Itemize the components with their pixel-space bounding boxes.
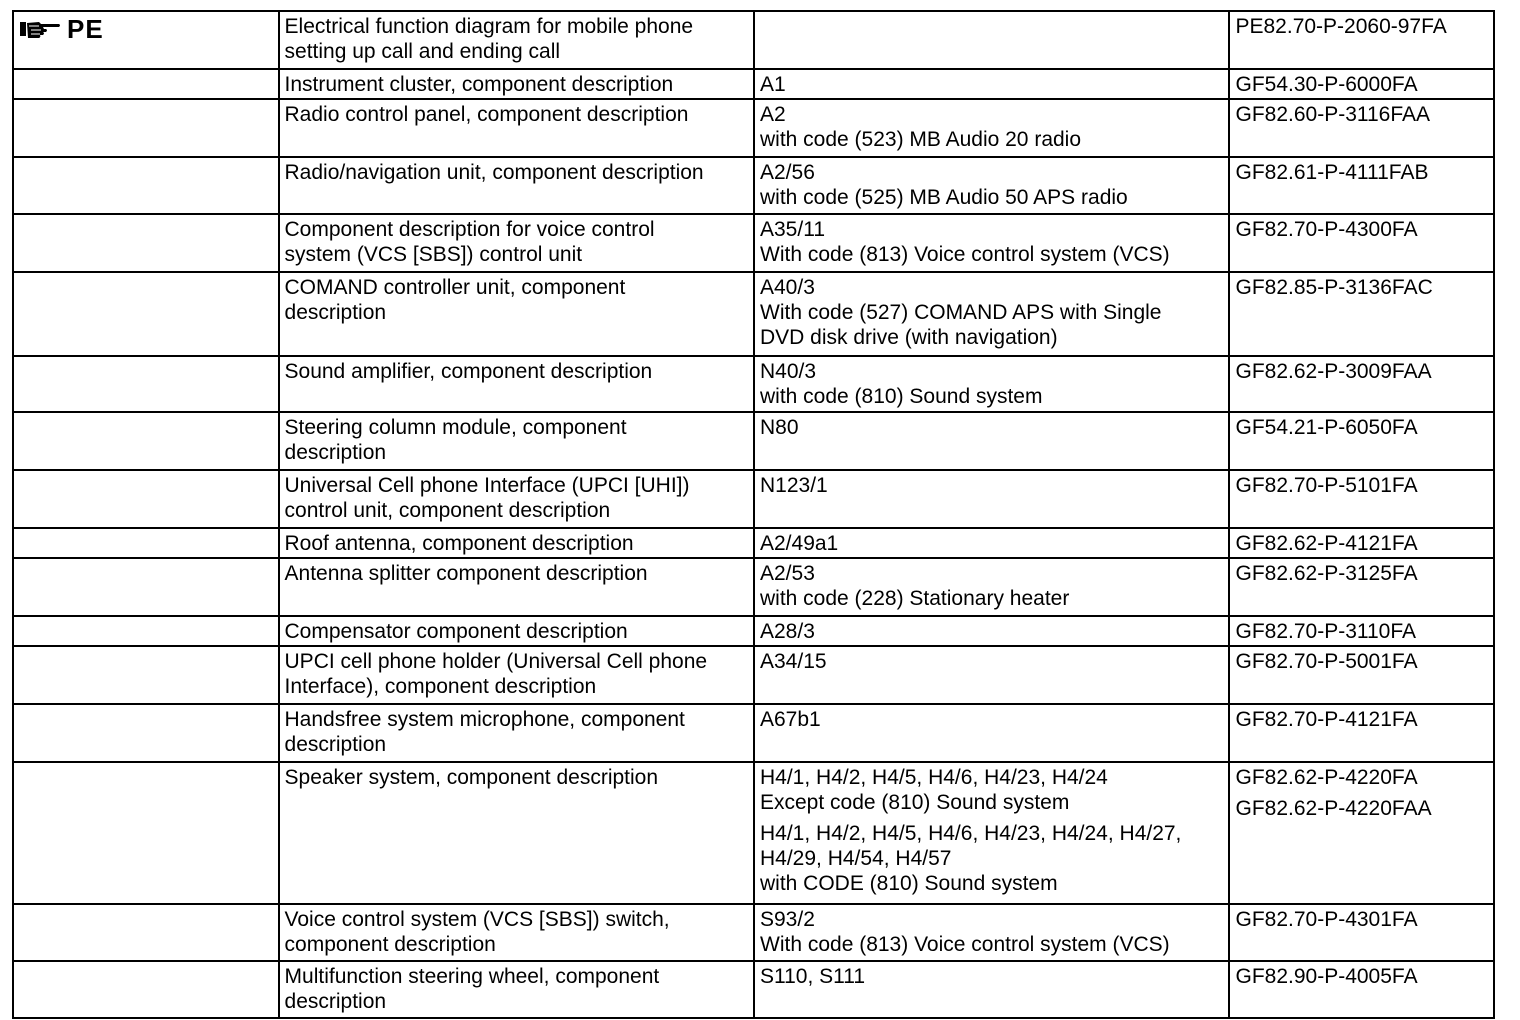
component-cell bbox=[754, 961, 1229, 1018]
table-row bbox=[13, 528, 1494, 558]
description-cell bbox=[279, 558, 754, 616]
component-cell bbox=[754, 616, 1229, 646]
description-line: Compensator component description bbox=[284, 620, 628, 643]
component-line: A67b1 bbox=[760, 708, 821, 731]
description-cell bbox=[279, 69, 754, 99]
table-row bbox=[13, 558, 1494, 616]
component-cell bbox=[754, 11, 1229, 69]
component-line: S110, S111 bbox=[760, 965, 866, 988]
document-link[interactable]: GF82.90-P-4005FA bbox=[1235, 965, 1418, 988]
document-link[interactable]: GF82.70-P-4300FA bbox=[1235, 218, 1418, 241]
description-line: Roof antenna, component description bbox=[284, 532, 634, 555]
document-link[interactable]: GF82.62-P-3125FA bbox=[1235, 562, 1418, 585]
description-cell bbox=[279, 762, 754, 904]
document-cell[interactable] bbox=[1229, 528, 1494, 558]
component-cell-secondary bbox=[760, 821, 1223, 896]
component-line: A2/49a1 bbox=[760, 532, 839, 555]
table-row bbox=[13, 762, 1494, 904]
component-line: with code (523) MB Audio 20 radio bbox=[760, 128, 1082, 151]
document-link[interactable]: GF82.62-P-4121FA bbox=[1235, 532, 1418, 555]
document-cell[interactable] bbox=[1229, 762, 1494, 904]
document-link[interactable]: GF82.60-P-3116FAA bbox=[1235, 103, 1431, 126]
document-link[interactable]: PE82.70-P-2060-97FA bbox=[1235, 15, 1447, 38]
table-row bbox=[13, 272, 1494, 356]
table-row bbox=[13, 99, 1494, 157]
component-cell bbox=[754, 214, 1229, 272]
component-line: N80 bbox=[760, 416, 799, 439]
blank-cell bbox=[13, 356, 279, 412]
description-line: system (VCS [SBS]) control unit bbox=[284, 243, 583, 266]
description-cell bbox=[279, 11, 754, 69]
document-cell-secondary bbox=[1235, 796, 1488, 821]
description-line: Interface), component description bbox=[284, 675, 597, 698]
blank-cell bbox=[13, 272, 279, 356]
description-cell bbox=[279, 616, 754, 646]
component-line: With code (813) Voice control system (VCS) bbox=[760, 933, 1170, 956]
component-cell bbox=[754, 904, 1229, 961]
document-cell[interactable] bbox=[1229, 272, 1494, 356]
document-link[interactable]: GF82.62-P-4220FA bbox=[1235, 766, 1418, 789]
component-cell bbox=[754, 412, 1229, 470]
table-row bbox=[13, 470, 1494, 528]
component-line: with CODE (810) Sound system bbox=[760, 872, 1058, 895]
description-line: Radio control panel, component description bbox=[284, 103, 689, 126]
table-row bbox=[13, 214, 1494, 272]
component-line: DVD disk drive (with navigation) bbox=[760, 326, 1058, 349]
document-link[interactable]: GF82.85-P-3136FAC bbox=[1235, 276, 1433, 299]
document-cell[interactable] bbox=[1229, 69, 1494, 99]
description-line: Handsfree system microphone, component bbox=[284, 708, 685, 731]
description-line: Antenna splitter component description bbox=[284, 562, 648, 585]
component-cell bbox=[754, 762, 1229, 904]
description-cell bbox=[279, 157, 754, 214]
table-row bbox=[13, 904, 1494, 961]
description-line: Electrical function diagram for mobile phone bbox=[284, 15, 694, 38]
table-row bbox=[13, 69, 1494, 99]
description-line: Universal Cell phone Interface (UPCI [UHI]) bbox=[284, 474, 690, 497]
document-link[interactable]: GF82.62-P-3009FAA bbox=[1235, 360, 1432, 383]
document-link[interactable]: GF82.70-P-4121FA bbox=[1235, 708, 1418, 731]
blank-cell bbox=[13, 214, 279, 272]
component-line: A40/3 bbox=[760, 276, 815, 299]
blank-cell bbox=[13, 762, 279, 904]
table-body bbox=[13, 11, 1494, 1018]
description-line: setting up call and ending call bbox=[284, 40, 561, 63]
table-row bbox=[13, 616, 1494, 646]
document-link[interactable]: GF54.21-P-6050FA bbox=[1235, 416, 1418, 439]
component-line: With code (527) COMAND APS with Single bbox=[760, 301, 1162, 324]
blank-cell bbox=[13, 558, 279, 616]
component-line: A34/15 bbox=[760, 650, 827, 673]
blank-cell bbox=[13, 528, 279, 558]
description-cell bbox=[279, 272, 754, 356]
document-cell[interactable] bbox=[1229, 646, 1494, 704]
description-cell bbox=[279, 961, 754, 1018]
description-cell bbox=[279, 704, 754, 762]
document-cell[interactable] bbox=[1229, 616, 1494, 646]
document-link[interactable]: GF82.70-P-5001FA bbox=[1235, 650, 1418, 673]
description-cell bbox=[279, 904, 754, 961]
component-cell bbox=[754, 157, 1229, 214]
marker-label: PE bbox=[67, 14, 104, 44]
document-cell[interactable] bbox=[1229, 356, 1494, 412]
document-cell[interactable] bbox=[1229, 11, 1494, 69]
table-row bbox=[13, 356, 1494, 412]
blank-cell bbox=[13, 704, 279, 762]
component-line: H4/1, H4/2, H4/5, H4/6, H4/23, H4/24 bbox=[760, 766, 1108, 789]
blank-cell bbox=[13, 616, 279, 646]
document-link[interactable]: GF82.61-P-4111FAB bbox=[1235, 161, 1429, 184]
component-line: with code (228) Stationary heater bbox=[760, 587, 1070, 610]
blank-cell bbox=[13, 961, 279, 1018]
document-link[interactable]: GF82.70-P-4301FA bbox=[1235, 908, 1418, 931]
document-table bbox=[12, 10, 1495, 1019]
description-cell bbox=[279, 99, 754, 157]
pe-marker bbox=[19, 14, 273, 42]
document-link[interactable]: GF82.62-P-4220FAA bbox=[1235, 797, 1432, 820]
description-line: Radio/navigation unit, component description bbox=[284, 161, 704, 184]
description-line: Instrument cluster, component description bbox=[284, 73, 674, 96]
component-line: A2 bbox=[760, 103, 786, 126]
component-line: N40/3 bbox=[760, 360, 817, 383]
document-link[interactable]: GF54.30-P-6000FA bbox=[1235, 73, 1418, 96]
document-link[interactable]: GF82.70-P-3110FA bbox=[1235, 620, 1417, 643]
component-line: Except code (810) Sound system bbox=[760, 791, 1070, 814]
component-line: N123/1 bbox=[760, 474, 828, 497]
description-line: COMAND controller unit, component bbox=[284, 276, 626, 299]
description-line: Multifunction steering wheel, component bbox=[284, 965, 660, 988]
blank-cell bbox=[13, 69, 279, 99]
description-cell bbox=[279, 356, 754, 412]
description-line: Component description for voice control bbox=[284, 218, 655, 241]
component-line: with code (525) MB Audio 50 APS radio bbox=[760, 186, 1128, 209]
description-cell bbox=[279, 646, 754, 704]
document-cell[interactable] bbox=[1229, 704, 1494, 762]
description-line: description bbox=[284, 441, 387, 464]
description-line: component description bbox=[284, 933, 496, 956]
description-line: control unit, component description bbox=[284, 499, 611, 522]
component-cell bbox=[754, 69, 1229, 99]
component-line: A35/11 bbox=[760, 218, 825, 241]
description-line: Voice control system (VCS [SBS]) switch, bbox=[284, 908, 670, 931]
component-line: A1 bbox=[760, 73, 786, 96]
description-line: Speaker system, component description bbox=[284, 766, 659, 789]
blank-cell bbox=[13, 904, 279, 961]
pointing-hand-icon bbox=[19, 18, 61, 40]
document-cell[interactable] bbox=[1229, 558, 1494, 616]
blank-cell bbox=[13, 412, 279, 470]
description-line: description bbox=[284, 301, 387, 324]
table-row bbox=[13, 157, 1494, 214]
component-line: A2/56 bbox=[760, 161, 815, 184]
component-cell bbox=[754, 646, 1229, 704]
component-line: H4/1, H4/2, H4/5, H4/6, H4/23, H4/24, H4/27, bbox=[760, 822, 1182, 845]
description-cell bbox=[279, 412, 754, 470]
blank-cell bbox=[13, 646, 279, 704]
document-link[interactable]: GF82.70-P-5101FA bbox=[1235, 474, 1418, 497]
document-cell[interactable] bbox=[1229, 961, 1494, 1018]
description-cell bbox=[279, 528, 754, 558]
document-cell[interactable] bbox=[1229, 470, 1494, 528]
table-row bbox=[13, 11, 1494, 69]
description-line: UPCI cell phone holder (Universal Cell phone bbox=[284, 650, 708, 673]
description-line: Sound amplifier, component description bbox=[284, 360, 653, 383]
component-cell bbox=[754, 99, 1229, 157]
component-line: With code (813) Voice control system (VCS) bbox=[760, 243, 1170, 266]
document-cell[interactable] bbox=[1229, 904, 1494, 961]
blank-cell bbox=[13, 99, 279, 157]
component-cell bbox=[754, 704, 1229, 762]
document-cell[interactable] bbox=[1229, 412, 1494, 470]
table-row bbox=[13, 704, 1494, 762]
description-cell bbox=[279, 214, 754, 272]
marker-cell bbox=[13, 11, 279, 69]
table-row bbox=[13, 961, 1494, 1018]
document-cell[interactable] bbox=[1229, 214, 1494, 272]
component-line: with code (810) Sound system bbox=[760, 385, 1043, 408]
component-cell bbox=[754, 356, 1229, 412]
component-line: S93/2 bbox=[760, 908, 815, 931]
component-cell bbox=[754, 272, 1229, 356]
blank-cell bbox=[13, 470, 279, 528]
component-cell bbox=[754, 470, 1229, 528]
blank-cell bbox=[13, 157, 279, 214]
document-cell[interactable] bbox=[1229, 99, 1494, 157]
description-cell bbox=[279, 470, 754, 528]
description-line: description bbox=[284, 733, 387, 756]
component-line: A28/3 bbox=[760, 620, 815, 643]
description-line: Steering column module, component bbox=[284, 416, 627, 439]
table-row bbox=[13, 412, 1494, 470]
component-line: A2/53 bbox=[760, 562, 815, 585]
component-cell bbox=[754, 558, 1229, 616]
component-cell bbox=[754, 528, 1229, 558]
component-line: H4/29, H4/54, H4/57 bbox=[760, 847, 952, 870]
table-row bbox=[13, 646, 1494, 704]
description-line: description bbox=[284, 990, 387, 1013]
document-cell[interactable] bbox=[1229, 157, 1494, 214]
